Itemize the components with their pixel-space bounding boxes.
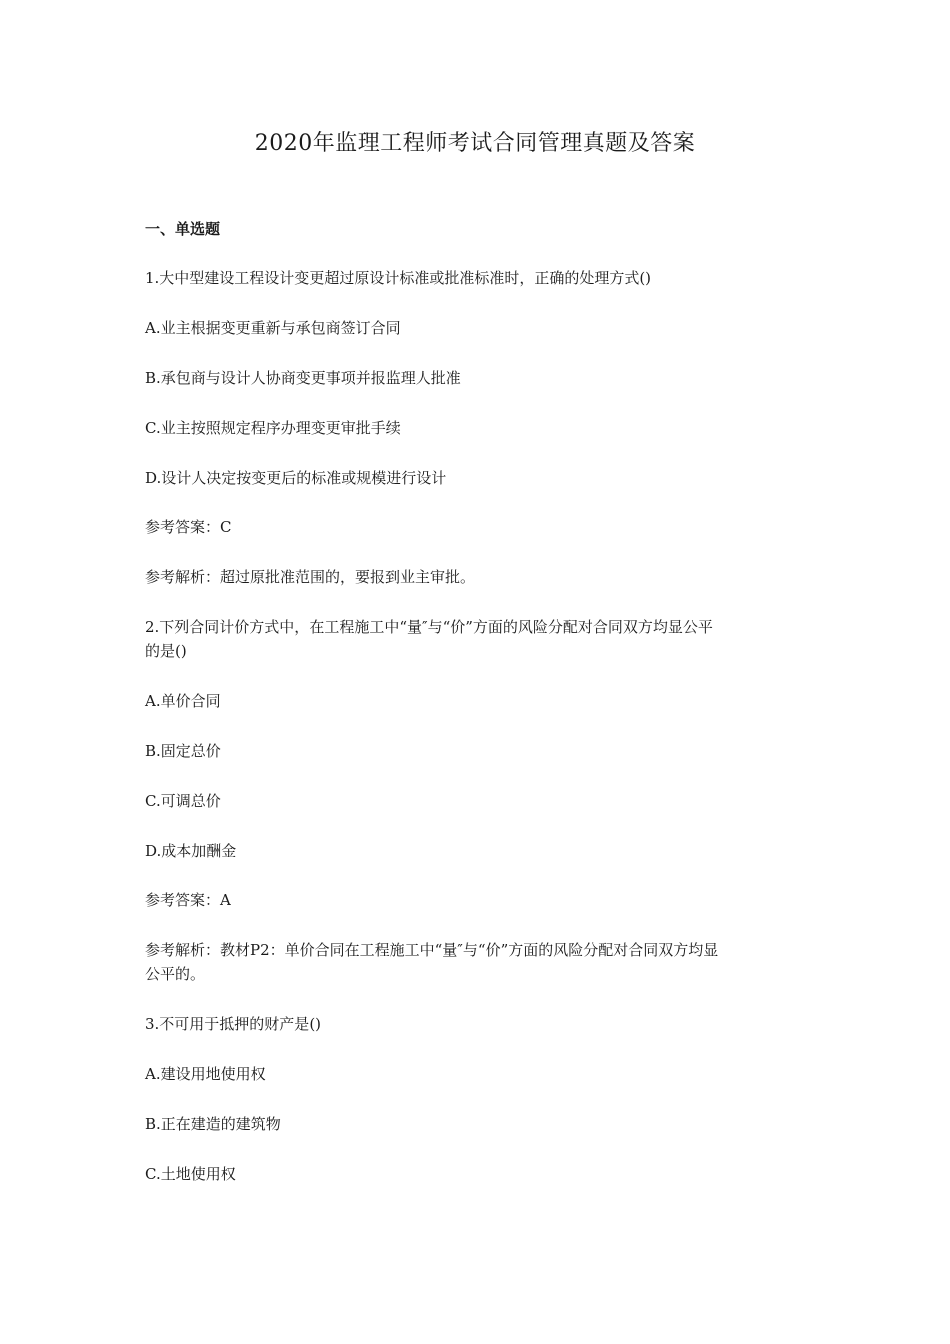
question-1-option-c: C.业主按照规定程序办理变更审批手续 [145, 419, 401, 437]
question-2-option-d: D.成本加酬金 [145, 842, 237, 860]
document-title: 2020年监理工程师考试合同管理真题及答案 [254, 131, 696, 156]
question-1-answer: 参考答案：C [145, 518, 232, 536]
question-2-option-a: A.单价合同 [145, 692, 221, 710]
question-1-option-d: D.设计人决定按变更后的标准或规模进行设计 [145, 469, 447, 487]
question-2-answer: 参考答案：A [145, 891, 231, 909]
question-1-option-b: B.承包商与设计人协商变更事项并报监理人批准 [145, 369, 461, 387]
question-1-stem: 1.大中型建设工程设计变更超过原设计标准或批准标准时，正确的处理方式() [145, 269, 652, 287]
question-1-option-a: A.业主根据变更重新与承包商签订合同 [145, 319, 401, 337]
section-heading: 一、单选题 [145, 220, 221, 238]
question-2-option-c: C.可调总价 [145, 792, 221, 810]
question-1-analysis: 参考解析：超过原批准范围的，要报到业主审批。 [145, 568, 476, 586]
question-2-option-b: B.固定总价 [145, 742, 221, 760]
question-2-analysis-line-1: 参考解析：教材P2：单价合同在工程施工中“量″与“价”方面的风险分配对合同双方均显 [145, 941, 719, 959]
question-3-option-a: A.建设用地使用权 [145, 1065, 266, 1083]
question-2-stem-line-1: 2.下列合同计价方式中，在工程施工中“量″与“价”方面的风险分配对合同双方均显公平 [145, 618, 713, 636]
question-3-option-b: B.正在建造的建筑物 [145, 1115, 281, 1133]
question-3-option-c: C.土地使用权 [145, 1165, 236, 1183]
question-2-analysis-line-2: 公平的。 [145, 965, 206, 983]
question-2-stem-line-2: 的是() [145, 642, 187, 660]
question-3-stem: 3.不可用于抵押的财产是() [145, 1015, 322, 1033]
